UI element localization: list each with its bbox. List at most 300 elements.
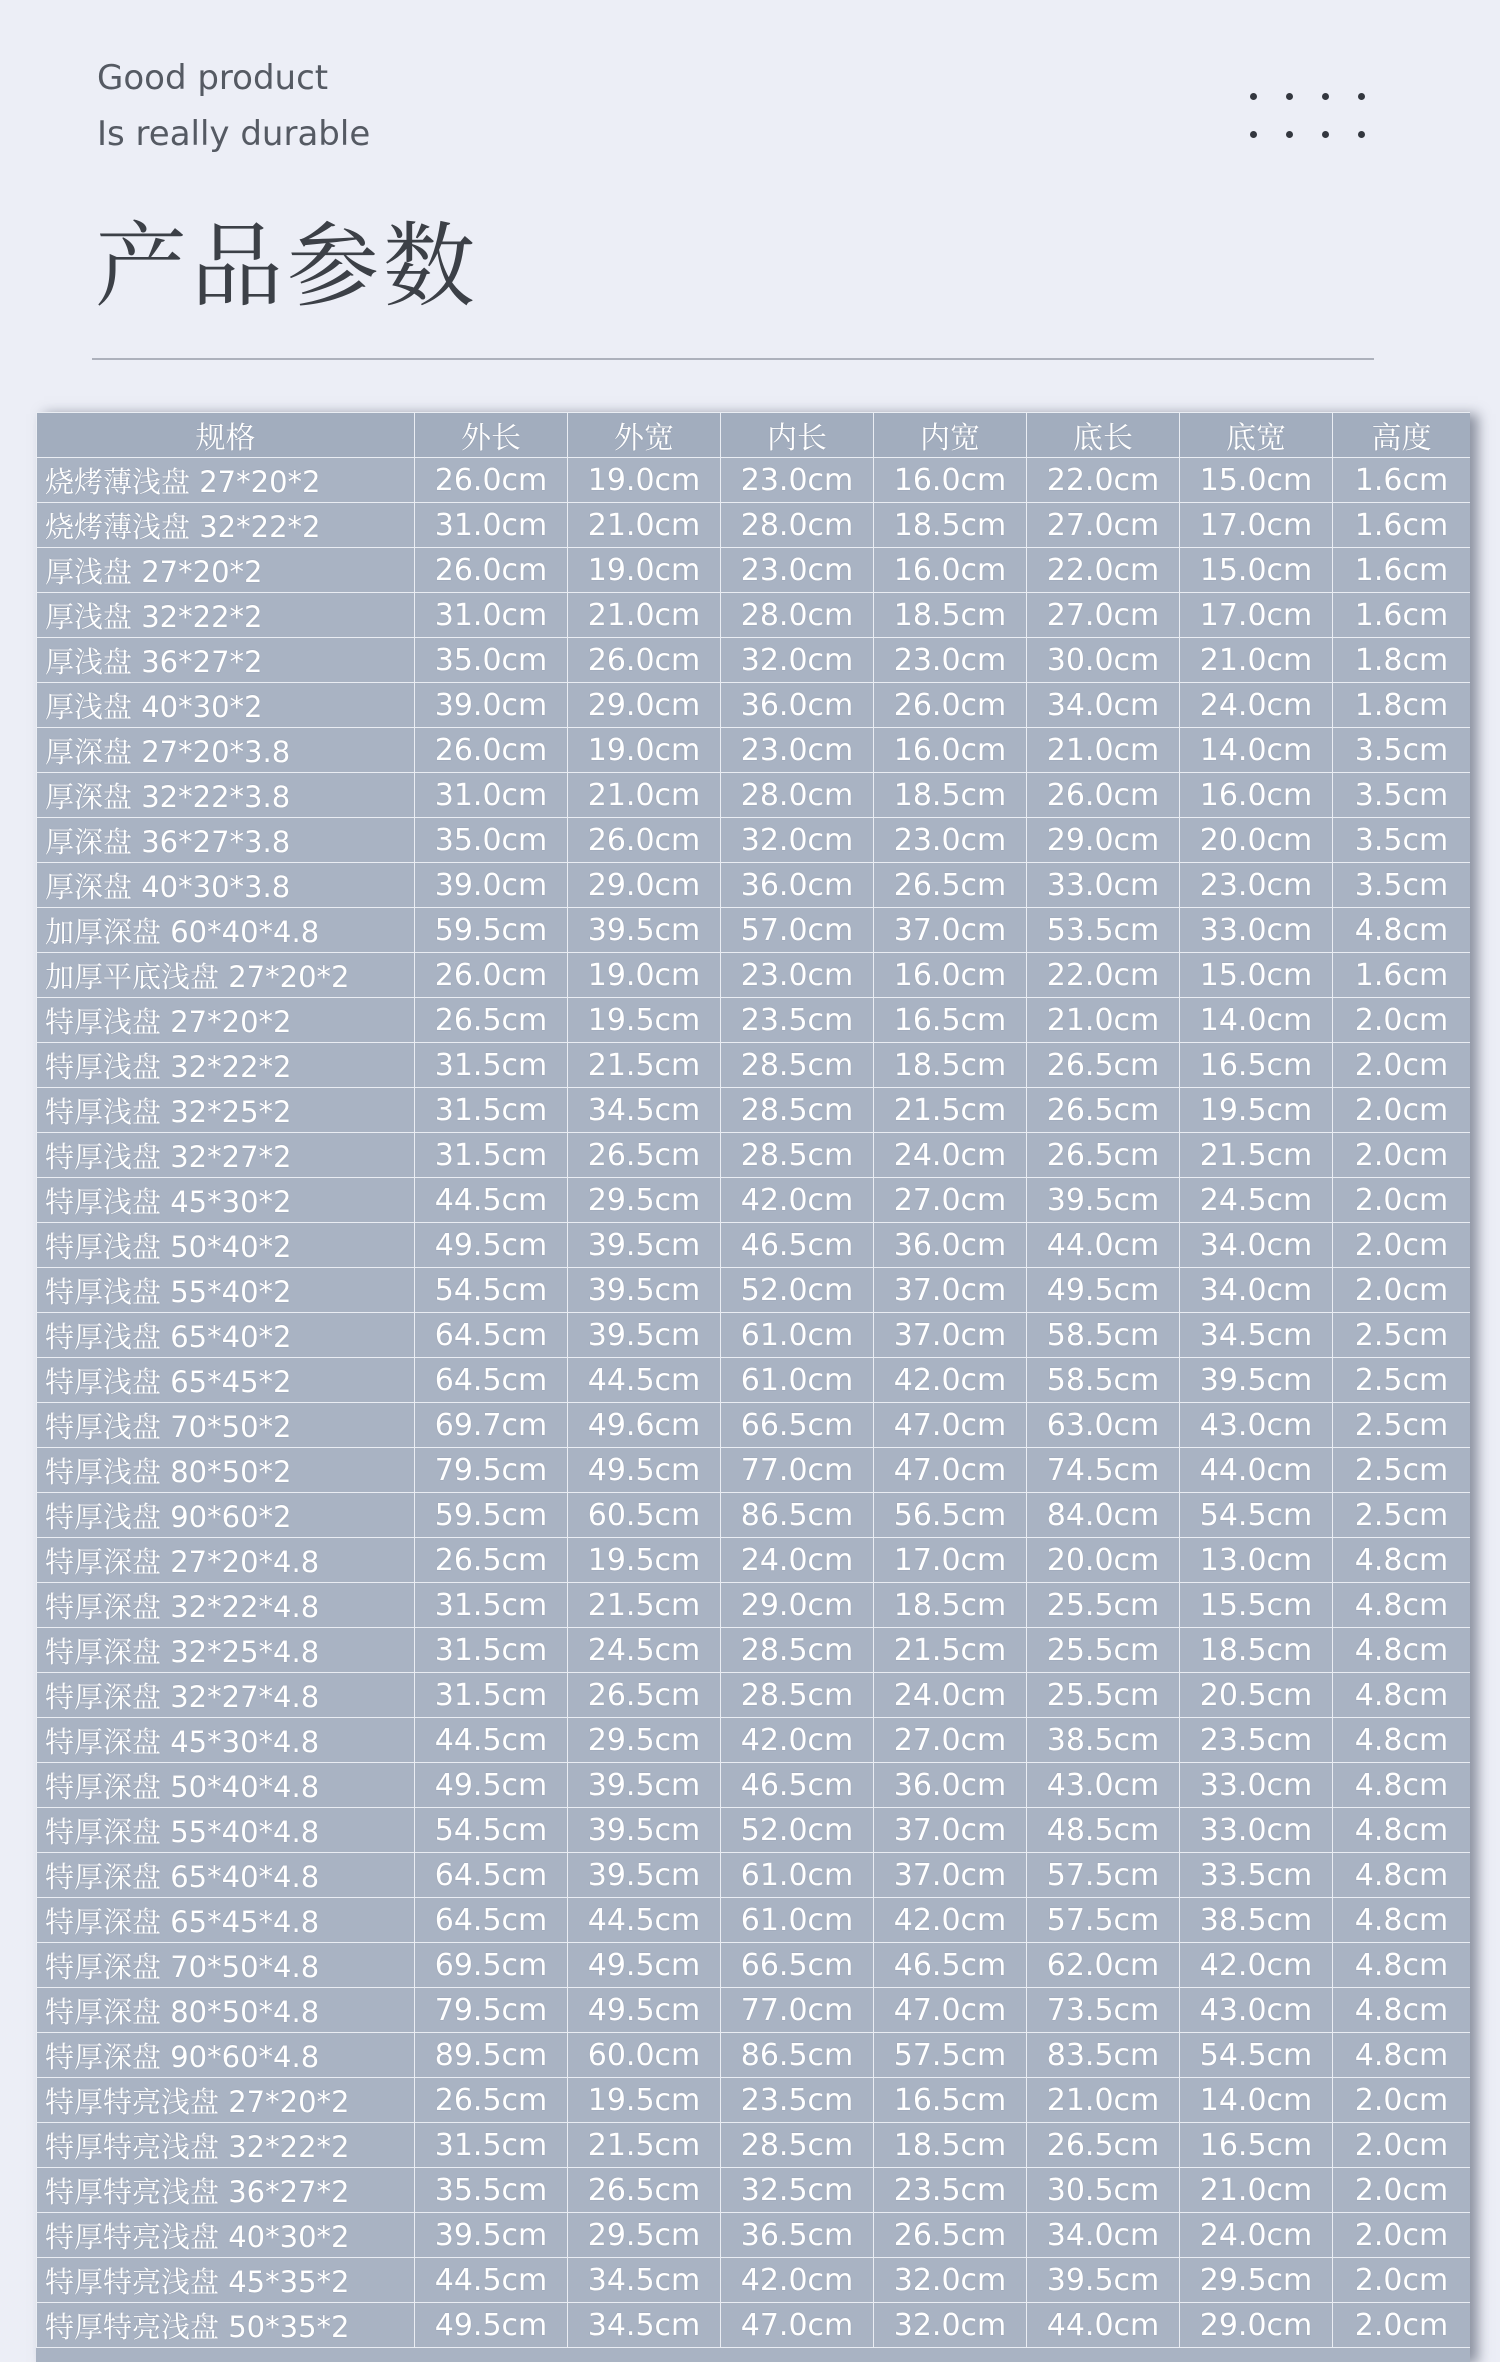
dimension-cell: 57.5cm [1027, 1898, 1180, 1943]
dimension-cell: 25.5cm [1027, 1628, 1180, 1673]
dimension-cell: 46.5cm [874, 1943, 1027, 1988]
dimension-cell: 61.0cm [721, 1853, 874, 1898]
dimension-cell: 49.5cm [568, 1988, 721, 2033]
dimension-cell: 26.5cm [1027, 1043, 1180, 1088]
dimension-cell: 26.5cm [415, 998, 568, 1043]
table-row [37, 1853, 1471, 1898]
dimension-cell: 20.5cm [1180, 1673, 1333, 1718]
column-header: 内长 [721, 413, 874, 458]
spec-cell: 特厚深盘 50*40*4.8 [37, 1763, 415, 1808]
spec-cell: 特厚浅盘 65*40*2 [37, 1313, 415, 1358]
dimension-cell: 16.5cm [874, 2078, 1027, 2123]
dimension-cell: 26.5cm [568, 1673, 721, 1718]
dimension-cell: 23.5cm [1180, 1718, 1333, 1763]
dimension-cell: 25.5cm [1027, 1673, 1180, 1718]
table-row [37, 998, 1471, 1043]
dimension-cell: 35.0cm [415, 638, 568, 683]
dimension-cell: 54.5cm [1180, 1493, 1333, 1538]
dimension-cell: 28.0cm [721, 773, 874, 818]
dimension-cell: 33.0cm [1180, 1808, 1333, 1853]
dimension-cell: 2.5cm [1333, 1493, 1471, 1538]
dimension-cell: 44.5cm [415, 2258, 568, 2303]
table-row [37, 1043, 1471, 1088]
dimension-cell: 18.5cm [874, 2123, 1027, 2168]
table-row [37, 2213, 1471, 2258]
dimension-cell: 2.0cm [1333, 1088, 1471, 1133]
dimension-cell: 1.8cm [1333, 683, 1471, 728]
column-header: 内宽 [874, 413, 1027, 458]
dimension-cell: 14.0cm [1180, 2078, 1333, 2123]
column-header: 高度 [1333, 413, 1471, 458]
dimension-cell: 25.5cm [1027, 1583, 1180, 1628]
dimension-cell: 34.0cm [1180, 1223, 1333, 1268]
dimension-cell: 64.5cm [415, 1313, 568, 1358]
dimension-cell: 27.0cm [1027, 593, 1180, 638]
dimension-cell: 33.0cm [1180, 1763, 1333, 1808]
spec-cell: 特厚深盘 80*50*4.8 [37, 1988, 415, 2033]
dimension-cell: 42.0cm [721, 2258, 874, 2303]
dimension-cell: 86.5cm [721, 1493, 874, 1538]
dimension-cell: 14.0cm [1180, 998, 1333, 1043]
spec-table [36, 412, 1470, 2348]
dimension-cell: 60.0cm [568, 2033, 721, 2078]
spec-cell: 厚深盘 36*27*3.8 [37, 818, 415, 863]
dimension-cell: 21.5cm [1180, 1133, 1333, 1178]
dot-grid-icon [1250, 93, 1380, 151]
dimension-cell: 33.0cm [1180, 908, 1333, 953]
dimension-cell: 16.0cm [874, 953, 1027, 998]
dimension-cell: 16.0cm [874, 728, 1027, 773]
dimension-cell: 52.0cm [721, 1268, 874, 1313]
spec-cell: 特厚浅盘 32*27*2 [37, 1133, 415, 1178]
dimension-cell: 48.5cm [1027, 1808, 1180, 1853]
dimension-cell: 49.5cm [415, 2303, 568, 2348]
dimension-cell: 18.5cm [874, 593, 1027, 638]
dimension-cell: 36.0cm [874, 1223, 1027, 1268]
dimension-cell: 29.5cm [568, 2213, 721, 2258]
dimension-cell: 29.5cm [568, 1178, 721, 1223]
dimension-cell: 3.5cm [1333, 728, 1471, 773]
spec-cell: 特厚浅盘 55*40*2 [37, 1268, 415, 1313]
dimension-cell: 19.5cm [1180, 1088, 1333, 1133]
dimension-cell: 26.5cm [1027, 1088, 1180, 1133]
dimension-cell: 37.0cm [874, 1853, 1027, 1898]
dimension-cell: 13.0cm [1180, 1538, 1333, 1583]
dimension-cell: 21.5cm [568, 1583, 721, 1628]
dimension-cell: 39.5cm [415, 2213, 568, 2258]
table-row [37, 1223, 1471, 1268]
dimension-cell: 44.0cm [1027, 1223, 1180, 1268]
table-row [37, 2303, 1471, 2348]
dimension-cell: 4.8cm [1333, 908, 1471, 953]
table-row [37, 1313, 1471, 1358]
dimension-cell: 47.0cm [874, 1988, 1027, 2033]
table-row [37, 548, 1471, 593]
dimension-cell: 18.5cm [874, 503, 1027, 548]
dimension-cell: 28.0cm [721, 503, 874, 548]
spec-cell: 特厚浅盘 90*60*2 [37, 1493, 415, 1538]
dimension-cell: 18.5cm [1180, 1628, 1333, 1673]
dimension-cell: 2.0cm [1333, 2258, 1471, 2303]
dimension-cell: 36.0cm [721, 863, 874, 908]
dimension-cell: 36.0cm [874, 1763, 1027, 1808]
dimension-cell: 31.5cm [415, 1583, 568, 1628]
dimension-cell: 18.5cm [874, 1583, 1027, 1628]
dimension-cell: 18.5cm [874, 1043, 1027, 1088]
dimension-cell: 49.5cm [415, 1223, 568, 1268]
dimension-cell: 24.5cm [568, 1628, 721, 1673]
table-row [37, 773, 1471, 818]
table-header-row [37, 413, 1471, 458]
dimension-cell: 21.0cm [1180, 2168, 1333, 2213]
divider [92, 358, 1374, 360]
dimension-cell: 23.0cm [874, 638, 1027, 683]
spec-cell: 特厚深盘 65*40*4.8 [37, 1853, 415, 1898]
spec-cell: 特厚特亮浅盘 40*30*2 [37, 2213, 415, 2258]
dimension-cell: 31.5cm [415, 1133, 568, 1178]
dimension-cell: 77.0cm [721, 1448, 874, 1493]
dimension-cell: 4.8cm [1333, 1853, 1471, 1898]
dimension-cell: 2.0cm [1333, 2213, 1471, 2258]
table-row [37, 1493, 1471, 1538]
dimension-cell: 64.5cm [415, 1853, 568, 1898]
tagline-line-2: Is really durable [97, 114, 371, 154]
table-row [37, 818, 1471, 863]
dimension-cell: 86.5cm [721, 2033, 874, 2078]
table-row [37, 728, 1471, 773]
dimension-cell: 74.5cm [1027, 1448, 1180, 1493]
dimension-cell: 29.0cm [1027, 818, 1180, 863]
dimension-cell: 44.5cm [568, 1358, 721, 1403]
dimension-cell: 21.0cm [1027, 2078, 1180, 2123]
spec-cell: 厚浅盘 32*22*2 [37, 593, 415, 638]
dimension-cell: 53.5cm [1027, 908, 1180, 953]
spec-cell: 特厚深盘 27*20*4.8 [37, 1538, 415, 1583]
dimension-cell: 23.0cm [721, 953, 874, 998]
dimension-cell: 29.5cm [568, 1718, 721, 1763]
dimension-cell: 16.0cm [874, 458, 1027, 503]
dimension-cell: 2.0cm [1333, 998, 1471, 1043]
spec-cell: 特厚浅盘 27*20*2 [37, 998, 415, 1043]
column-header: 底宽 [1180, 413, 1333, 458]
spec-cell: 特厚深盘 55*40*4.8 [37, 1808, 415, 1853]
dimension-cell: 15.0cm [1180, 548, 1333, 593]
dimension-cell: 4.8cm [1333, 1898, 1471, 1943]
dimension-cell: 32.5cm [721, 2168, 874, 2213]
dimension-cell: 23.0cm [721, 548, 874, 593]
dimension-cell: 21.0cm [1180, 638, 1333, 683]
dimension-cell: 39.5cm [568, 1763, 721, 1808]
dimension-cell: 24.0cm [1180, 683, 1333, 728]
dimension-cell: 42.0cm [874, 1898, 1027, 1943]
dimension-cell: 3.5cm [1333, 818, 1471, 863]
spec-cell: 烧烤薄浅盘 27*20*2 [37, 458, 415, 503]
dimension-cell: 31.5cm [415, 1673, 568, 1718]
spec-cell: 厚深盘 40*30*3.8 [37, 863, 415, 908]
dimension-cell: 21.0cm [568, 773, 721, 818]
dimension-cell: 49.6cm [568, 1403, 721, 1448]
dimension-cell: 30.5cm [1027, 2168, 1180, 2213]
dimension-cell: 27.0cm [1027, 503, 1180, 548]
column-header: 规格 [37, 413, 415, 458]
dimension-cell: 47.0cm [721, 2303, 874, 2348]
dimension-cell: 16.5cm [874, 998, 1027, 1043]
table-row [37, 1268, 1471, 1313]
dimension-cell: 4.8cm [1333, 1988, 1471, 2033]
dimension-cell: 57.5cm [1027, 1853, 1180, 1898]
spec-cell: 特厚特亮浅盘 27*20*2 [37, 2078, 415, 2123]
dimension-cell: 73.5cm [1027, 1988, 1180, 2033]
dimension-cell: 15.0cm [1180, 953, 1333, 998]
spec-cell: 特厚深盘 45*30*4.8 [37, 1718, 415, 1763]
dimension-cell: 39.5cm [568, 1268, 721, 1313]
dimension-cell: 26.0cm [568, 818, 721, 863]
dimension-cell: 29.0cm [568, 683, 721, 728]
page-title: 产品参数 [95, 213, 480, 320]
dimension-cell: 26.0cm [415, 458, 568, 503]
dimension-cell: 17.0cm [874, 1538, 1027, 1583]
dimension-cell: 2.5cm [1333, 1403, 1471, 1448]
dimension-cell: 2.5cm [1333, 1448, 1471, 1493]
dimension-cell: 2.0cm [1333, 2078, 1471, 2123]
dimension-cell: 26.0cm [568, 638, 721, 683]
spec-cell: 特厚深盘 90*60*4.8 [37, 2033, 415, 2078]
dimension-cell: 58.5cm [1027, 1358, 1180, 1403]
table-row [37, 863, 1471, 908]
dimension-cell: 26.0cm [415, 728, 568, 773]
dimension-cell: 2.5cm [1333, 1313, 1471, 1358]
table-row [37, 2033, 1471, 2078]
dimension-cell: 34.0cm [1027, 683, 1180, 728]
dimension-cell: 4.8cm [1333, 1628, 1471, 1673]
dimension-cell: 24.0cm [1180, 2213, 1333, 2258]
table-row [37, 1943, 1471, 1988]
dimension-cell: 57.0cm [721, 908, 874, 953]
spec-cell: 特厚浅盘 70*50*2 [37, 1403, 415, 1448]
dimension-cell: 28.0cm [721, 593, 874, 638]
dimension-cell: 43.0cm [1180, 1988, 1333, 2033]
table-row [37, 2078, 1471, 2123]
dimension-cell: 31.5cm [415, 1043, 568, 1088]
spec-cell: 特厚特亮浅盘 32*22*2 [37, 2123, 415, 2168]
spec-cell: 加厚深盘 60*40*4.8 [37, 908, 415, 953]
dimension-cell: 52.0cm [721, 1808, 874, 1853]
dimension-cell: 2.0cm [1333, 1268, 1471, 1313]
dimension-cell: 64.5cm [415, 1898, 568, 1943]
dimension-cell: 36.5cm [721, 2213, 874, 2258]
dimension-cell: 1.6cm [1333, 458, 1471, 503]
dimension-cell: 34.5cm [568, 2258, 721, 2303]
dimension-cell: 24.5cm [1180, 1178, 1333, 1223]
dimension-cell: 4.8cm [1333, 1718, 1471, 1763]
dimension-cell: 35.0cm [415, 818, 568, 863]
spec-cell: 特厚深盘 32*25*4.8 [37, 1628, 415, 1673]
dimension-cell: 79.5cm [415, 1988, 568, 2033]
dimension-cell: 39.5cm [1027, 2258, 1180, 2303]
table-row [37, 1358, 1471, 1403]
dimension-cell: 21.0cm [1027, 998, 1180, 1043]
dimension-cell: 42.0cm [721, 1178, 874, 1223]
dimension-cell: 26.5cm [874, 2213, 1027, 2258]
dimension-cell: 62.0cm [1027, 1943, 1180, 1988]
dimension-cell: 21.0cm [568, 503, 721, 548]
dimension-cell: 23.0cm [874, 818, 1027, 863]
dimension-cell: 33.5cm [1180, 1853, 1333, 1898]
dimension-cell: 16.0cm [1180, 773, 1333, 818]
dimension-cell: 89.5cm [415, 2033, 568, 2078]
dimension-cell: 4.8cm [1333, 1538, 1471, 1583]
spec-cell: 厚浅盘 36*27*2 [37, 638, 415, 683]
dimension-cell: 2.0cm [1333, 2168, 1471, 2213]
spec-cell: 厚深盘 27*20*3.8 [37, 728, 415, 773]
dimension-cell: 38.5cm [1027, 1718, 1180, 1763]
dimension-cell: 21.0cm [1027, 728, 1180, 773]
spec-cell: 特厚特亮浅盘 45*35*2 [37, 2258, 415, 2303]
dimension-cell: 1.6cm [1333, 548, 1471, 593]
dimension-cell: 4.8cm [1333, 2033, 1471, 2078]
table-row [37, 503, 1471, 548]
dimension-cell: 28.5cm [721, 1673, 874, 1718]
dimension-cell: 23.0cm [1180, 863, 1333, 908]
dimension-cell: 28.5cm [721, 2123, 874, 2168]
dimension-cell: 59.5cm [415, 1493, 568, 1538]
dimension-cell: 15.5cm [1180, 1583, 1333, 1628]
dimension-cell: 39.0cm [415, 863, 568, 908]
dimension-cell: 22.0cm [1027, 458, 1180, 503]
spec-cell: 特厚浅盘 32*22*2 [37, 1043, 415, 1088]
dimension-cell: 49.5cm [415, 1763, 568, 1808]
dimension-cell: 26.5cm [1027, 2123, 1180, 2168]
dimension-cell: 49.5cm [568, 1943, 721, 1988]
dimension-cell: 19.5cm [568, 1538, 721, 1583]
dimension-cell: 2.0cm [1333, 1133, 1471, 1178]
dimension-cell: 4.8cm [1333, 1943, 1471, 1988]
dimension-cell: 58.5cm [1027, 1313, 1180, 1358]
dimension-cell: 35.5cm [415, 2168, 568, 2213]
table-row [37, 953, 1471, 998]
dimension-cell: 30.0cm [1027, 638, 1180, 683]
dimension-cell: 29.0cm [1180, 2303, 1333, 2348]
dimension-cell: 22.0cm [1027, 953, 1180, 998]
dimension-cell: 21.0cm [568, 593, 721, 638]
table-row [37, 1718, 1471, 1763]
table-row [37, 1628, 1471, 1673]
dimension-cell: 69.7cm [415, 1403, 568, 1448]
dimension-cell: 31.0cm [415, 593, 568, 638]
table-row [37, 2123, 1471, 2168]
table-row [37, 1898, 1471, 1943]
dimension-cell: 64.5cm [415, 1358, 568, 1403]
dimension-cell: 39.5cm [1027, 1178, 1180, 1223]
dimension-cell: 3.5cm [1333, 863, 1471, 908]
spec-cell: 特厚深盘 65*45*4.8 [37, 1898, 415, 1943]
dimension-cell: 2.5cm [1333, 1358, 1471, 1403]
spec-table-panel [36, 412, 1470, 2362]
dimension-cell: 17.0cm [1180, 503, 1333, 548]
dimension-cell: 36.0cm [721, 683, 874, 728]
dimension-cell: 31.0cm [415, 503, 568, 548]
table-row [37, 908, 1471, 953]
table-row [37, 1988, 1471, 2033]
dimension-cell: 42.0cm [874, 1358, 1027, 1403]
dimension-cell: 29.0cm [721, 1583, 874, 1628]
table-row [37, 1583, 1471, 1628]
dimension-cell: 44.0cm [1180, 1448, 1333, 1493]
table-row [37, 1133, 1471, 1178]
spec-cell: 特厚浅盘 45*30*2 [37, 1178, 415, 1223]
table-row [37, 638, 1471, 683]
dimension-cell: 1.8cm [1333, 638, 1471, 683]
dimension-cell: 39.5cm [1180, 1358, 1333, 1403]
dimension-cell: 22.0cm [1027, 548, 1180, 593]
dimension-cell: 44.5cm [568, 1898, 721, 1943]
dimension-cell: 46.5cm [721, 1763, 874, 1808]
dimension-cell: 16.0cm [874, 548, 1027, 593]
dimension-cell: 1.6cm [1333, 953, 1471, 998]
dimension-cell: 44.5cm [415, 1718, 568, 1763]
dimension-cell: 3.5cm [1333, 773, 1471, 818]
dimension-cell: 31.5cm [415, 1628, 568, 1673]
dimension-cell: 49.5cm [1027, 1268, 1180, 1313]
dimension-cell: 26.0cm [415, 953, 568, 998]
spec-cell: 烧烤薄浅盘 32*22*2 [37, 503, 415, 548]
spec-cell: 特厚浅盘 80*50*2 [37, 1448, 415, 1493]
dimension-cell: 32.0cm [721, 818, 874, 863]
dimension-cell: 39.5cm [568, 908, 721, 953]
dimension-cell: 34.5cm [568, 2303, 721, 2348]
dimension-cell: 31.5cm [415, 2123, 568, 2168]
dimension-cell: 31.5cm [415, 1088, 568, 1133]
dimension-cell: 23.5cm [874, 2168, 1027, 2213]
spec-cell: 厚深盘 32*22*3.8 [37, 773, 415, 818]
dimension-cell: 2.0cm [1333, 1043, 1471, 1088]
dimension-cell: 33.0cm [1027, 863, 1180, 908]
table-row [37, 1403, 1471, 1448]
spec-cell: 特厚特亮浅盘 50*35*2 [37, 2303, 415, 2348]
dimension-cell: 26.5cm [415, 1538, 568, 1583]
dimension-cell: 77.0cm [721, 1988, 874, 2033]
dimension-cell: 59.5cm [415, 908, 568, 953]
dimension-cell: 1.6cm [1333, 593, 1471, 638]
dimension-cell: 66.5cm [721, 1943, 874, 1988]
dimension-cell: 32.0cm [874, 2303, 1027, 2348]
spec-cell: 特厚深盘 32*27*4.8 [37, 1673, 415, 1718]
dimension-cell: 26.5cm [568, 2168, 721, 2213]
dimension-cell: 29.0cm [568, 863, 721, 908]
table-row [37, 1538, 1471, 1583]
dimension-cell: 44.0cm [1027, 2303, 1180, 2348]
dimension-cell: 66.5cm [721, 1403, 874, 1448]
dimension-cell: 54.5cm [415, 1268, 568, 1313]
dimension-cell: 26.5cm [874, 863, 1027, 908]
dimension-cell: 28.5cm [721, 1628, 874, 1673]
spec-cell: 特厚深盘 70*50*4.8 [37, 1943, 415, 1988]
spec-cell: 特厚浅盘 50*40*2 [37, 1223, 415, 1268]
dimension-cell: 61.0cm [721, 1898, 874, 1943]
dimension-cell: 56.5cm [874, 1493, 1027, 1538]
dimension-cell: 27.0cm [874, 1178, 1027, 1223]
dimension-cell: 39.5cm [568, 1853, 721, 1898]
tagline-line-1: Good product [97, 58, 329, 98]
dimension-cell: 32.0cm [874, 2258, 1027, 2303]
dimension-cell: 4.8cm [1333, 1763, 1471, 1808]
dimension-cell: 54.5cm [415, 1808, 568, 1853]
spec-cell: 特厚浅盘 65*45*2 [37, 1358, 415, 1403]
dimension-cell: 28.5cm [721, 1043, 874, 1088]
dimension-cell: 2.0cm [1333, 2123, 1471, 2168]
dimension-cell: 23.5cm [721, 2078, 874, 2123]
dimension-cell: 43.0cm [1027, 1763, 1180, 1808]
